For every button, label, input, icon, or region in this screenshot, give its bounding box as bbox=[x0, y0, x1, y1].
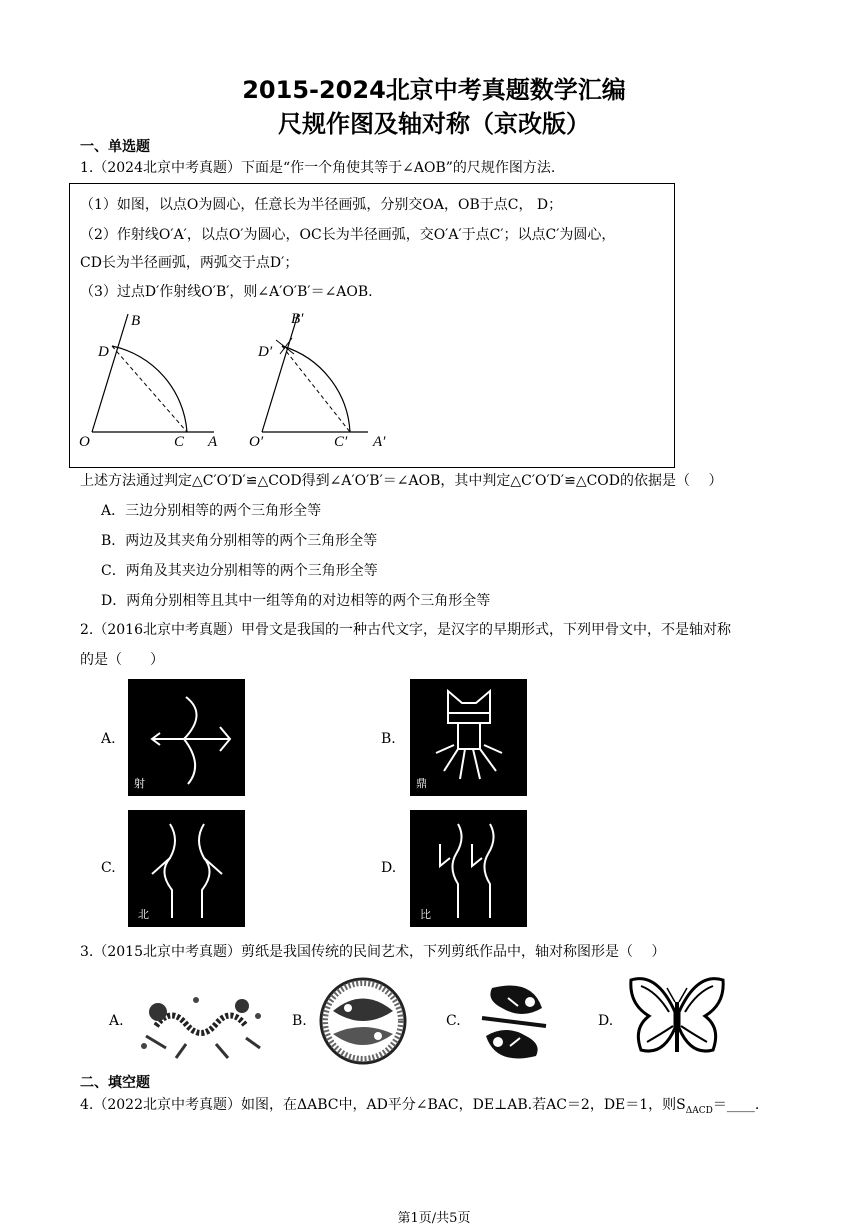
section-heading-fill-in: 二、填空题 bbox=[80, 1075, 150, 1091]
question-1-option-b[interactable]: B．两边及其夹角分别相等的两个三角形全等 bbox=[101, 533, 378, 549]
method-step-1: （1）如图，以点O为圆心，任意长为半径画弧，分别交OA，OB于点C， D； bbox=[80, 197, 563, 213]
oracle-bone-image-ding[interactable] bbox=[410, 679, 527, 796]
question-1-option-d[interactable]: D．两角分别相等且其中一组等角的对边相等的两个三角形全等 bbox=[101, 593, 491, 609]
label-O: O bbox=[79, 434, 90, 450]
label-Bp: B′ bbox=[291, 311, 304, 327]
glyph-caption-bei: 北 bbox=[138, 908, 149, 921]
question-2-label-d[interactable]: D. bbox=[381, 860, 397, 876]
label-Ap: A′ bbox=[373, 434, 386, 450]
question-3-stem: 3.（2015北京中考真题）剪纸是我国传统的民间艺术，下列剪纸作品中，轴对称图形是（ ） bbox=[80, 944, 666, 960]
glyph-caption-she: 射 bbox=[134, 777, 145, 790]
question-1-stem: 1.（2024北京中考真题）下面是“作一个角使其等于∠AOB”的尺规作图方法. bbox=[80, 160, 556, 176]
segment-CD bbox=[112, 346, 187, 432]
paper-cut-fish-image[interactable] bbox=[472, 978, 556, 1066]
label-Op: O′ bbox=[249, 434, 264, 450]
oracle-bone-image-she[interactable] bbox=[128, 679, 245, 796]
document-title-line2: 尺规作图及轴对称（京改版） bbox=[278, 110, 590, 138]
question-4-answer-blank[interactable]: ＝____. bbox=[712, 1097, 760, 1113]
method-step-2a: （2）作射线O′A′，以点O′为圆心，OC长为半径画弧，交O′A′于点C′；以点C′为圆心， bbox=[80, 227, 616, 243]
construction-figure-copy bbox=[246, 308, 396, 450]
document-title-line1: 2015-2024北京中考真题数学汇编 bbox=[242, 76, 626, 104]
question-2-stem-line2: 的是（ ） bbox=[80, 652, 164, 668]
question-4-stem bbox=[80, 1094, 759, 1116]
method-step-3: （3）过点D′作射线O′B′，则∠A′O′B′＝∠AOB. bbox=[80, 284, 373, 300]
oracle-bone-image-bei[interactable] bbox=[128, 810, 245, 927]
section-heading-single-choice: 一、单选题 bbox=[80, 139, 150, 155]
intersecting-arcs-mark bbox=[276, 338, 294, 354]
question-2-label-c[interactable]: C. bbox=[101, 860, 116, 876]
construction-figure-original bbox=[76, 308, 236, 450]
glyph-caption-bi: 比 bbox=[420, 908, 431, 921]
paper-cut-butterfly-image[interactable] bbox=[627, 972, 727, 1062]
page-number: 第1页/共5页 bbox=[397, 1211, 471, 1226]
question-2-label-b[interactable]: B. bbox=[381, 731, 396, 747]
oracle-bone-glyph-she bbox=[128, 679, 245, 796]
question-1-option-c[interactable]: C．两角及其夹边分别相等的两个三角形全等 bbox=[101, 563, 378, 579]
method-step-2b: CD长为半径画弧，两弧交于点D′； bbox=[80, 255, 299, 271]
label-D: D bbox=[98, 344, 109, 360]
question-3-label-a[interactable]: A. bbox=[109, 1013, 124, 1029]
paper-cut-round-image[interactable] bbox=[318, 976, 408, 1066]
question-2-stem-line1: 2.（2016北京中考真题）甲骨文是我国的一种古代文字，是汉字的早期形式，下列甲骨文中，不是轴对称 bbox=[80, 622, 731, 638]
segment-CpDp bbox=[282, 346, 350, 432]
question-1-method-box bbox=[69, 183, 675, 468]
oracle-bone-glyph-ding bbox=[410, 679, 527, 796]
label-B: B bbox=[131, 313, 141, 329]
question-1-option-a[interactable]: A．三边分别相等的两个三角形全等 bbox=[101, 503, 322, 519]
question-4-subscript: ΔACD bbox=[685, 1105, 713, 1116]
label-Dp: D′ bbox=[258, 344, 273, 360]
question-3-label-b[interactable]: B. bbox=[292, 1013, 307, 1029]
label-A: A bbox=[208, 434, 218, 450]
label-Cp: C′ bbox=[334, 434, 348, 450]
question-4-text: 4.（2022北京中考真题）如图，在ΔABC中，AD平分∠BAC，DE⊥AB.若AC＝2，DE＝1，则S bbox=[80, 1097, 686, 1113]
question-2-label-a[interactable]: A. bbox=[101, 731, 116, 747]
ray-OB bbox=[92, 314, 128, 432]
question-3-label-c[interactable]: C. bbox=[446, 1013, 461, 1029]
glyph-caption-ding: 鼎 bbox=[416, 777, 427, 790]
paper-cut-dragon-image[interactable] bbox=[136, 986, 266, 1062]
ray-OpBp bbox=[262, 314, 298, 432]
oracle-bone-image-bi[interactable] bbox=[410, 810, 527, 927]
question-3-label-d[interactable]: D. bbox=[598, 1013, 614, 1029]
label-C: C bbox=[174, 434, 185, 450]
question-1-prompt: 上述方法通过判定△C′O′D′≌△COD得到∠A′O′B′＝∠AOB，其中判定△C′O′D′≌△COD的依据是（ ） bbox=[80, 473, 723, 489]
